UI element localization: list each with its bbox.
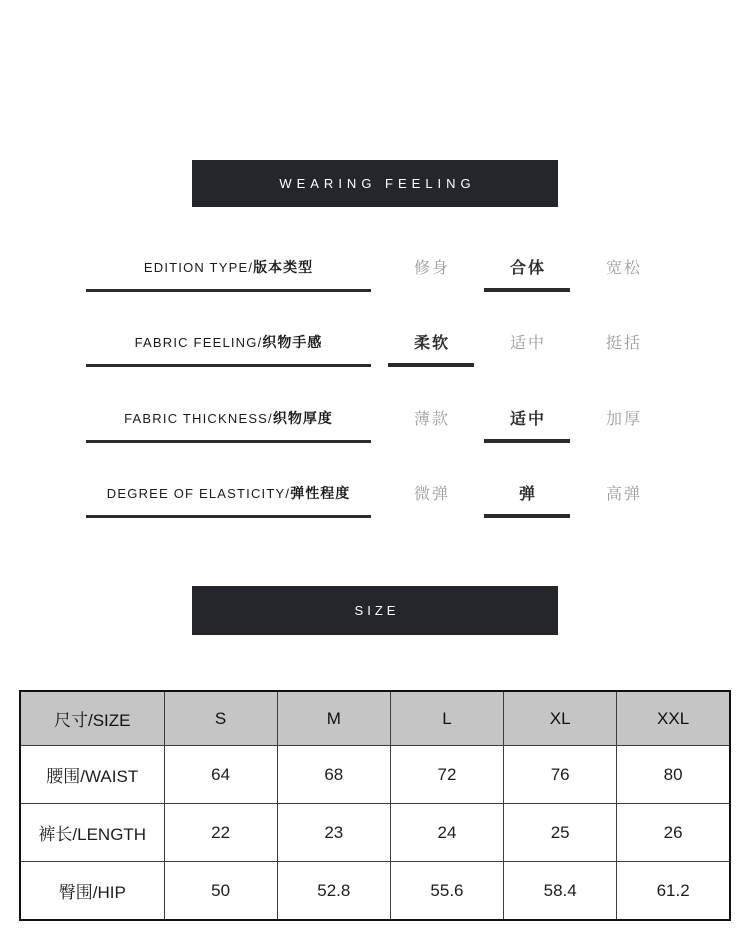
feature-option[interactable]: 修身 bbox=[413, 259, 450, 277]
wearing-feeling-banner bbox=[192, 160, 558, 207]
feature-label bbox=[86, 408, 371, 443]
feature-options bbox=[383, 255, 671, 292]
feature-option[interactable]: 适中 bbox=[509, 335, 546, 352]
feature-option[interactable]: 薄款 bbox=[413, 410, 450, 428]
table-cell: 23 bbox=[277, 804, 390, 862]
table-cell: 24 bbox=[390, 804, 503, 862]
wearing-feeling-banner-label: WEARING FEELING bbox=[279, 176, 476, 191]
table-cell: 55.6 bbox=[390, 862, 503, 921]
feature-options bbox=[383, 481, 671, 518]
table-cell: 58.4 bbox=[504, 862, 617, 921]
feature-list bbox=[0, 216, 750, 518]
size-table-header-cell: S bbox=[164, 691, 277, 746]
size-table-header-cell: 尺寸/SIZE bbox=[20, 691, 164, 746]
size-table-header-cell: L bbox=[390, 691, 503, 746]
size-table-header-cell: XL bbox=[504, 691, 617, 746]
size-table-header-cell: XXL bbox=[617, 691, 730, 746]
feature-label-en: FABRIC THICKNESS/ bbox=[124, 410, 273, 426]
size-banner bbox=[192, 586, 558, 635]
feature-option-selected[interactable]: 合体 bbox=[479, 255, 575, 292]
feature-options bbox=[383, 330, 671, 367]
table-row-label: 臀围/HIP bbox=[20, 862, 164, 921]
feature-option[interactable]: 挺括 bbox=[605, 335, 642, 352]
feature-option[interactable]: 加厚 bbox=[605, 410, 642, 428]
feature-options bbox=[383, 406, 671, 443]
feature-option-selected[interactable]: 柔软 bbox=[383, 330, 479, 367]
feature-label-zh: 版本类型 bbox=[253, 258, 314, 275]
table-cell: 25 bbox=[504, 804, 617, 862]
feature-label-zh: 织物厚度 bbox=[272, 409, 333, 426]
feature-label bbox=[86, 483, 371, 518]
size-table-header-row bbox=[20, 691, 730, 746]
feature-label-en: EDITION TYPE/ bbox=[143, 259, 254, 275]
feature-option[interactable]: 微弹 bbox=[413, 486, 450, 503]
feature-label-en: DEGREE OF ELASTICITY/ bbox=[106, 486, 291, 501]
size-table-header-cell: M bbox=[277, 691, 390, 746]
table-cell: 64 bbox=[164, 746, 277, 804]
size-banner-label: SIZE bbox=[354, 603, 400, 618]
size-table bbox=[19, 690, 731, 921]
feature-option[interactable]: 高弹 bbox=[605, 486, 642, 503]
table-cell: 26 bbox=[617, 804, 730, 862]
table-row-label: 裤长/LENGTH bbox=[20, 804, 164, 862]
feature-row-edition-type bbox=[0, 216, 750, 292]
table-cell: 76 bbox=[504, 746, 617, 804]
table-cell: 68 bbox=[277, 746, 390, 804]
table-row-label: 腰围/WAIST bbox=[20, 746, 164, 804]
table-row-hip bbox=[20, 862, 730, 921]
table-row-length bbox=[20, 804, 730, 862]
feature-label-zh: 弹性程度 bbox=[290, 485, 351, 501]
feature-row-fabric-thickness bbox=[0, 367, 750, 443]
feature-label bbox=[86, 332, 371, 367]
table-cell: 80 bbox=[617, 746, 730, 804]
feature-label-en: FABRIC FEELING/ bbox=[134, 335, 263, 350]
feature-option[interactable]: 宽松 bbox=[605, 259, 642, 277]
table-cell: 72 bbox=[390, 746, 503, 804]
feature-option-selected[interactable]: 适中 bbox=[479, 406, 575, 443]
table-cell: 50 bbox=[164, 862, 277, 921]
table-cell: 52.8 bbox=[277, 862, 390, 921]
feature-row-fabric-feeling bbox=[0, 292, 750, 368]
feature-option-selected[interactable]: 弹 bbox=[479, 481, 575, 518]
table-row-waist bbox=[20, 746, 730, 804]
table-cell: 61.2 bbox=[617, 862, 730, 921]
feature-label bbox=[86, 257, 371, 292]
table-cell: 22 bbox=[164, 804, 277, 862]
feature-label-zh: 织物手感 bbox=[262, 334, 323, 350]
feature-row-elasticity bbox=[0, 443, 750, 519]
